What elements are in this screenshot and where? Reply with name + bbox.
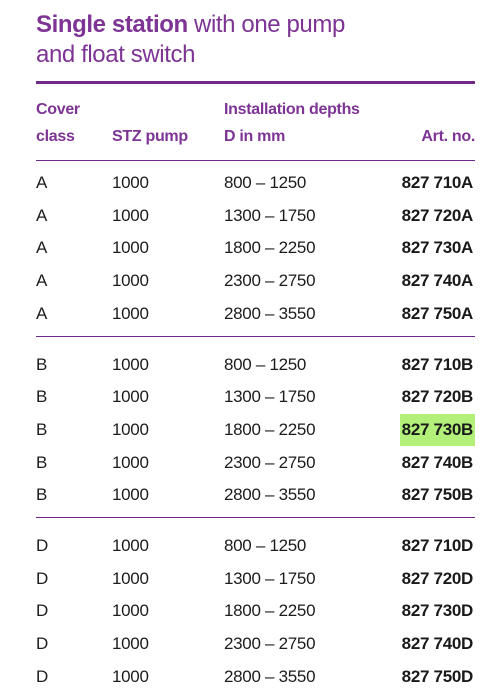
title-rest: with one pump [187, 11, 345, 38]
group-divider [36, 336, 475, 337]
cell-stz-pump: 1000 [112, 271, 149, 291]
table-row [36, 349, 475, 381]
cell-cover-class: A [36, 271, 48, 291]
table-row [36, 298, 475, 330]
cell-installation-depth: 1800 – 2250 [224, 238, 316, 258]
cell-art-no: 827 730D [401, 601, 473, 621]
header-installation-depths [224, 96, 360, 150]
table-row [36, 265, 475, 297]
header-cover-line2: class [36, 128, 75, 145]
cell-stz-pump: 1000 [112, 568, 149, 588]
cell-cover-class: A [36, 303, 48, 323]
cell-installation-depth: 1300 – 1750 [224, 568, 316, 588]
header-depth-line1: Installation depths [224, 101, 360, 118]
cell-installation-depth: 1800 – 2250 [224, 419, 316, 439]
cell-stz-pump: 1000 [112, 634, 149, 654]
cell-stz-pump: 1000 [112, 387, 149, 407]
header-cover-class [36, 96, 80, 150]
cell-art-no: 827 750D [401, 666, 473, 686]
cell-art-no: 827 710B [401, 354, 473, 374]
cell-installation-depth: 800 – 1250 [224, 173, 307, 192]
cell-installation-depth: 2300 – 2750 [224, 452, 316, 472]
cell-stz-pump: 1000 [112, 601, 149, 621]
cell-art-no: 827 720B [401, 387, 473, 407]
cell-art-no: 827 720A [401, 205, 473, 225]
title-line2: and float switch [36, 41, 196, 68]
header-stz-pump: STZ pump [112, 128, 188, 145]
cell-stz-pump: 1000 [112, 303, 149, 323]
cell-cover-class: B [36, 485, 48, 505]
cell-cover-class: A [36, 173, 48, 192]
table-row [36, 595, 475, 627]
cell-art-no: 827 730B [400, 414, 475, 446]
title-divider [36, 81, 475, 84]
cell-stz-pump: 1000 [112, 173, 149, 192]
table-row [36, 628, 475, 660]
group-divider [36, 517, 475, 518]
cell-installation-depth: 2800 – 3550 [224, 666, 316, 686]
cell-cover-class: D [36, 536, 48, 555]
cell-cover-class: B [36, 387, 48, 407]
table-row [36, 661, 475, 693]
title-bold: Single station [36, 11, 188, 38]
header-cover-line1: Cover [36, 101, 80, 118]
page-title [36, 10, 476, 70]
table-row [36, 381, 475, 413]
cell-stz-pump: 1000 [112, 419, 149, 439]
cell-art-no: 827 750A [401, 303, 473, 323]
table-row [36, 479, 475, 511]
header-divider [36, 160, 475, 161]
table-row [36, 414, 475, 446]
table-row [36, 447, 475, 479]
cell-installation-depth: 2800 – 3550 [224, 303, 316, 323]
cell-cover-class: A [36, 238, 48, 258]
cell-cover-class: B [36, 452, 48, 472]
cell-installation-depth: 1300 – 1750 [224, 205, 316, 225]
cell-cover-class: D [36, 666, 48, 686]
cell-stz-pump: 1000 [112, 485, 149, 505]
cell-cover-class: D [36, 568, 48, 588]
cell-installation-depth: 800 – 1250 [224, 536, 307, 555]
cell-installation-depth: 1800 – 2250 [224, 601, 316, 621]
cell-art-no: 827 740D [401, 634, 473, 654]
cell-installation-depth: 1300 – 1750 [224, 387, 316, 407]
cell-art-no: 827 730A [401, 238, 473, 258]
cell-art-no: 827 750B [401, 485, 473, 505]
cell-stz-pump: 1000 [112, 238, 149, 258]
cell-installation-depth: 800 – 1250 [224, 354, 307, 374]
cell-art-no: 827 720D [401, 568, 473, 588]
cell-art-no: 827 710D [401, 536, 473, 555]
header-depth-line2: D in mm [224, 128, 286, 145]
table-row [36, 167, 475, 199]
cell-cover-class: B [36, 419, 48, 439]
cell-cover-class: B [36, 354, 48, 374]
cell-cover-class: A [36, 205, 48, 225]
header-art-no: Art. no. [421, 128, 475, 145]
cell-cover-class: D [36, 601, 48, 621]
table-row [36, 530, 475, 562]
cell-stz-pump: 1000 [112, 536, 149, 555]
cell-stz-pump: 1000 [112, 205, 149, 225]
cell-art-no: 827 740A [401, 271, 473, 291]
table-row [36, 563, 475, 595]
table-row [36, 200, 475, 232]
cell-installation-depth: 2300 – 2750 [224, 634, 316, 654]
cell-stz-pump: 1000 [112, 452, 149, 472]
cell-installation-depth: 2300 – 2750 [224, 271, 316, 291]
cell-art-no: 827 710A [401, 173, 473, 192]
cell-cover-class: D [36, 634, 48, 654]
cell-installation-depth: 2800 – 3550 [224, 485, 316, 505]
cell-stz-pump: 1000 [112, 666, 149, 686]
cell-art-no: 827 740B [401, 452, 473, 472]
table-row [36, 232, 475, 264]
cell-stz-pump: 1000 [112, 354, 149, 374]
